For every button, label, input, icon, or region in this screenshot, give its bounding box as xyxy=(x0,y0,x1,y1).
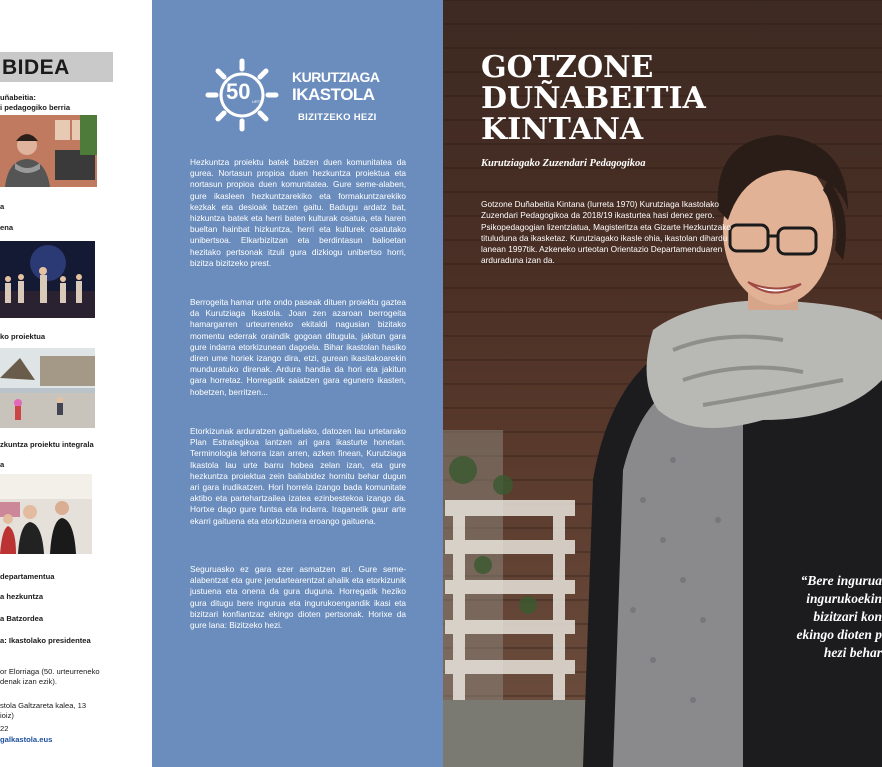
contents-line: a xyxy=(0,460,5,469)
group-photo-icon xyxy=(0,474,92,554)
quote-line-4: ekingo dioten p xyxy=(796,627,882,642)
name-line-1: GOTZONE xyxy=(481,50,654,85)
quote-line-5: hezi behar xyxy=(823,645,882,660)
name-line-2: DUÑABEITIA xyxy=(481,81,706,116)
person-role: Kurutziagako Zuzendari Pedagogikoa xyxy=(481,158,646,169)
logo-number: 50 xyxy=(226,79,251,104)
person-bio: Gotzone Duñabeitia Kintana (Iurreta 1970) Kurutziaga Ikastolako Zuzendari Pedagogikoa da 2018/19 ikasturtea hasi denez gero. Psikopedagogian lizentziatua, Magisteritza eta Gizarte Hezkuntzako tituluduna da ikasketaz. Kurutziagako ikasle ohia, ikastolan dihardu lanean 1997tik. Azkeneko urteotan Orientazio Departamenduaren arduraduna izan da. xyxy=(481,199,731,266)
contents-line: departamentua xyxy=(0,572,55,581)
school-logo xyxy=(202,55,402,130)
section-title-bar xyxy=(0,52,113,82)
logo-line-1: KURUTZIAGA xyxy=(292,69,380,85)
thumbnail-playground xyxy=(0,348,95,428)
playground-photo-icon xyxy=(0,348,95,428)
contents-line: a xyxy=(0,202,5,211)
footer-line: stola Galtzareta kalea, 13 xyxy=(0,701,87,710)
website-link[interactable]: galkastola.eus xyxy=(0,735,53,744)
logo-line-2: IKASTOLA xyxy=(292,85,375,104)
name-line-3: KINTANA xyxy=(481,112,644,147)
footer-line: 22 xyxy=(0,724,9,733)
person-name xyxy=(481,52,706,145)
footer-line: or Elorriaga (50. urteurreneko xyxy=(0,667,100,676)
quote-line-1: “Bere ingurua xyxy=(800,573,882,588)
footer-line: ioiz) xyxy=(0,711,14,720)
thumbnail-group xyxy=(0,474,92,554)
contents-line: a Batzordea xyxy=(0,614,44,623)
paragraph-1: Hezkuntza proiektu batek batzen duen komunitatea da gurea. Nortasun propioa duen hezkuntza proiektua eta nortasun propioa duen komunitatea. Gure seme-alaben, gure ikasleen hezkuntzarekiko eta formakuntzarekiko kezkak eta desioak batzen gaitu. Badugu ardatz bat, hizkuntza batek eta herri baten kulturak osatua, eta haren bueltan hainbat hizkuntza, herri eta kulturek osatutako unibertsoa. Elkarbizitzan eta berdintasun balioetan hezitako pertsonak itzuli gura dizkiogu unibertso horri, bizitza bizitzeko prest. xyxy=(190,157,406,268)
footer-line: denak izan ezik). xyxy=(0,677,57,686)
paragraph-4: Seguruasko ez gara ezer asmatzen ari. Gure seme-alabentzat eta gure jendartearentzat ahalik eta etorkizunik justuena eta onena da gura duguna. Horregatik heziko gura ditugu bere ingurua eta ingurukoengandik ikasi eta bizitzari konfiantzaz ekingo dioten pertsonak. Horixe da gure lana: Bizitzeko hezi. xyxy=(190,564,406,631)
thumbnail-stage xyxy=(0,241,95,318)
logo-tagline: BIZITZEKO HEZI xyxy=(298,112,377,123)
paragraph-3: Etorkizunak arduratzen gaituelako, datozen lau urtetarako Plan Estrategikoa lantzen ari gara ikasturte honetan. Terminologia lehorra izan arren, azken finean, Kurutziaga Ikastola lau urte barru hobea zelan izan, eta gure hezkuntza proiektua zein bailabidez hornitu behar dugun ari gara irudikatzen. Hori horrela izango bada komunitate aktibo eta partehartzailea izatea ezinbestekoa izango da. Hortxe dago gure funtsa eta indarra. Iraganetik gaur arte ekarri gaituena eta etorkizunera eroango gaituena. xyxy=(190,426,406,526)
contents-line: zkuntza proiektu integrala xyxy=(0,440,94,449)
portrait-photo-icon xyxy=(0,115,97,187)
left-page xyxy=(0,0,152,767)
paragraph-2: Berrogeita hamar urte ondo paseak dituen proiektu gaztea da Kurutziaga Ikastola. Joan zen azaroan berrogeita hamargarren urteurreneko ekitaldi nagusian bizitako momentu ederrak oraindik gogoan ditugula, jakitun gara gure indarra etorkizunean dagoela. Bihar ikastolan hasiko diren ume horiek izango dira, etzi, gurean ikasitakoarekin munduratuko direnak. Ardura handia da hori eta jakitun gara horretaz. Horregatik saiatzen gara egunero ikasten, hobetzen, berritzen... xyxy=(190,297,406,397)
middle-page xyxy=(152,0,443,767)
stage-photo-icon xyxy=(0,241,95,318)
thumbnail-portrait xyxy=(0,115,97,187)
contents-line: ena xyxy=(0,223,14,232)
pull-quote xyxy=(796,572,882,662)
contents-line: i pedagogiko berria xyxy=(0,103,71,112)
contents-line: ko proiektua xyxy=(0,332,46,341)
logo-small-text: URTE xyxy=(252,99,263,104)
contents-line: a hezkuntza xyxy=(0,592,44,601)
contents-line: a: Ikastolako presidentea xyxy=(0,636,91,645)
quote-line-2: ingurukoekin xyxy=(806,591,882,606)
contents-line: uñabeitia: xyxy=(0,93,36,102)
right-page xyxy=(443,0,882,767)
quote-line-3: bizitzari kon xyxy=(813,609,882,624)
section-title: BIDEA xyxy=(2,56,70,79)
